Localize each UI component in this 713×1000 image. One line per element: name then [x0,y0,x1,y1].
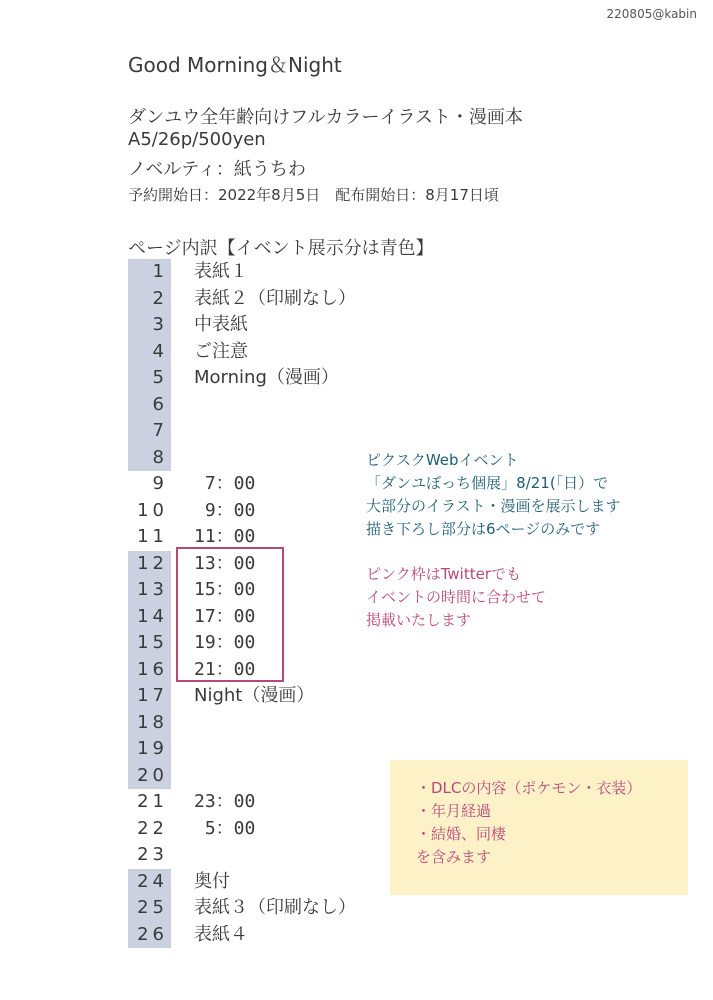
page-row [128,922,428,949]
page-label: 21：00 [194,658,256,680]
page-row [128,869,428,896]
page-number: 19 [128,736,171,763]
page-row [128,392,428,419]
page-number: 22 [137,817,168,839]
page-number: 20 [128,763,171,790]
page-label: 11：00 [194,526,256,547]
page-number: 5 [128,365,171,392]
page-row [128,259,428,286]
event-note-line: 大部分のイラスト・漫画を展示します [366,497,621,515]
event-note-line: 描き下ろし部分は6ページのみです [366,520,601,538]
book-novelty: ノベルティ：紙うちわ [128,159,306,180]
dlc-note-line: ・DLCの内容（ポケモン・衣装） [416,779,642,797]
page-label: 表紙１ [194,261,248,282]
page-number: 7 [128,418,171,445]
book-spec: A5/26p/500yen [128,129,266,150]
twitter-note [366,563,546,632]
page-label: ご注意 [194,340,248,362]
page-number: 6 [128,392,171,419]
credit-text: 220805@kabin [606,7,697,21]
book-description: ダンユウ全年齢向けフルカラーイラスト・漫画本 [128,107,523,128]
page-number: 23 [137,844,168,865]
page-number: 1 [128,259,171,286]
dlc-note-line: を含みます [416,848,492,866]
page-label: 9：00 [194,499,256,521]
page-row [128,816,428,843]
page-label: 5：00 [194,817,256,839]
page-row [128,895,428,922]
dlc-note-line: ・年月経過 [416,802,492,820]
page-row [128,683,428,710]
page-number: 8 [128,445,171,472]
page-row [128,736,428,763]
page-label: Morning（漫画） [194,367,339,388]
event-note-line: ピクスクWebイベント [366,451,519,469]
page-number: 25 [128,895,171,922]
page-number: 26 [128,922,171,949]
page-number: 3 [128,312,171,339]
event-note-line: 「ダンユぼっち個展」8/21(「日）で [366,474,609,492]
page-row [128,365,428,392]
page-number: 4 [128,339,171,366]
page-label: 表紙２（印刷なし） [194,287,356,309]
dlc-note [416,777,641,869]
page-number: 9 [152,473,168,494]
twitter-note-line: 掲載いたします [366,611,472,629]
page-title: Good Morning＆Night [128,53,342,77]
page-label: 19：00 [194,632,256,653]
event-note [366,449,621,541]
page-number: 15 [128,630,171,657]
page-number: 12 [128,551,171,578]
page-number: 16 [128,657,171,684]
book-dates: 予約開始日：2022年8月5日 配布開始日：8月17日頃 [128,186,499,204]
page-label: 奥付 [194,870,230,892]
page-number: 13 [128,577,171,604]
page-label: 15：00 [194,579,256,600]
page-number: 2 [128,286,171,313]
dlc-note-box [390,760,688,895]
contents-heading: ページ内訳【イベント展示分は青色】 [128,238,434,259]
page-label: 表紙４ [194,923,248,945]
page-label: 7：00 [194,473,256,494]
page-row [128,312,428,339]
twitter-note-line: ピンク枠はTwitterでも [366,565,521,583]
page-row [128,418,428,445]
page-number: 24 [128,869,171,896]
page-label: 中表紙 [194,314,248,335]
page-number: 14 [128,604,171,631]
page-number: 17 [128,683,171,710]
page-number: 11 [137,526,168,547]
page-label: 表紙３（印刷なし） [194,897,356,918]
page-row [128,339,428,366]
page-number: 18 [128,710,171,737]
twitter-highlight-frame [176,547,284,682]
page-row [128,789,428,816]
page-label: 17：00 [194,605,256,627]
page-row [128,763,428,790]
page-number: 21 [137,791,168,812]
page-row [128,710,428,737]
page-row [128,842,428,869]
page-label: 23：00 [194,791,256,812]
dlc-note-line: ・結婚、同棲 [416,825,507,843]
page-row [128,286,428,313]
twitter-note-line: イベントの時間に合わせて [366,588,547,606]
page-label: 13：00 [194,552,256,574]
page-number: 10 [137,499,168,521]
page-label: Night（漫画） [194,685,315,706]
